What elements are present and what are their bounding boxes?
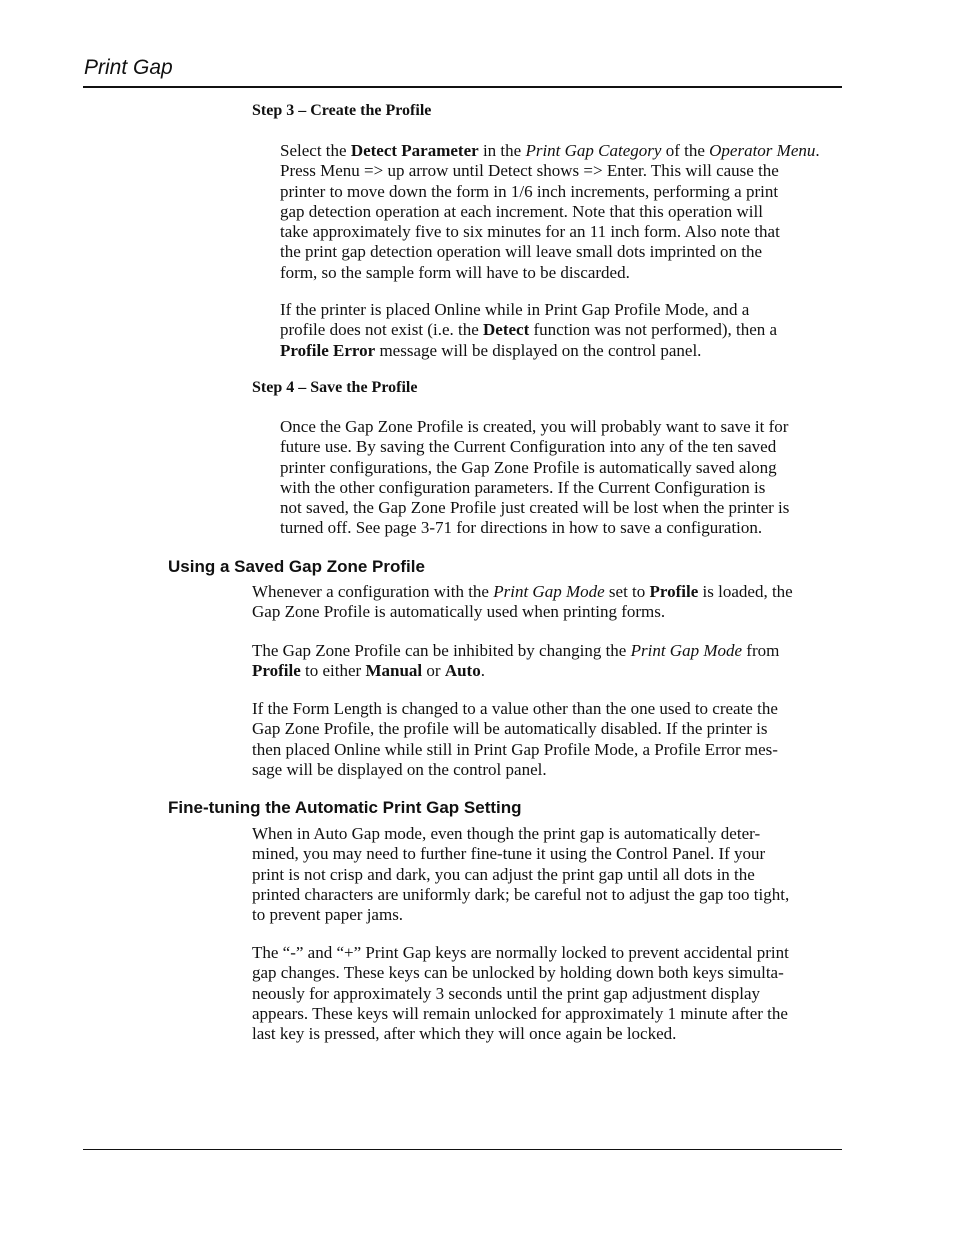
text: The Gap Zone Profile can be inhibited by changing the	[252, 641, 631, 660]
text-line: When in Auto Gap mode, even though the print gap is automatically deter-	[252, 824, 761, 843]
step-4-paragraph	[280, 417, 836, 539]
text-line: printed characters are uniformly dark; be careful not to adjust the gap too tight,	[252, 884, 790, 904]
text-line: If the Form Length is changed to a value other than the one used to create the	[252, 699, 778, 718]
text-line: future use. By saving the Current Configuration into any of the ten saved	[280, 437, 777, 457]
section-heading-fine-tuning: Fine-tuning the Automatic Print Gap Setting	[168, 798, 522, 817]
text-line	[280, 341, 836, 361]
text: Select the	[280, 141, 351, 160]
text-line: Gap Zone Profile is automatically used when printing forms.	[252, 602, 666, 622]
saved-profile-paragraph-2	[252, 641, 842, 682]
text: profile does not exist (i.e. the	[280, 320, 484, 340]
fine-tuning-paragraph-1	[252, 824, 842, 925]
text-line: to prevent paper jams.	[252, 905, 404, 925]
fine-tuning-paragraph-2	[252, 943, 842, 1044]
text: function was not performed), then a	[529, 320, 778, 340]
text-line: print is not crisp and dark, you can adjust the print gap until all dots in the	[252, 864, 755, 884]
text-line: the print gap detection operation will leave small dots imprinted on the	[280, 242, 763, 262]
text-line: gap detection operation at each increment. Note that this operation will	[280, 201, 763, 221]
text-line: printer configurations, the Gap Zone Profile is automatically saved along	[280, 457, 777, 477]
text-line: The “-” and “+” Print Gap keys are normally locked to prevent accidental print	[252, 943, 789, 962]
text-line	[252, 661, 842, 681]
text: .	[480, 661, 485, 681]
step-3-heading: Step 3 – Create the Profile	[252, 102, 432, 119]
print-gap-mode-term: Print Gap Mode	[630, 641, 743, 660]
text: set to	[604, 582, 650, 601]
text: .	[815, 141, 820, 160]
detect-term: Detect	[483, 320, 530, 340]
text: is loaded, the	[698, 582, 793, 601]
step-4-heading: Step 4 – Save the Profile	[252, 379, 418, 396]
saved-profile-paragraph-3	[252, 699, 842, 780]
profile-term: Profile	[649, 582, 699, 601]
text-line	[280, 320, 836, 340]
text-line	[252, 582, 842, 602]
text-line: with the other configuration parameters. If the Current Configuration is	[280, 477, 766, 497]
step-3-paragraph-1-line-1	[280, 141, 836, 161]
text-line: gap changes. These keys can be unlocked by holding down both keys simulta-	[252, 963, 784, 983]
text-line: form, so the sample form will have to be discarded.	[280, 262, 630, 282]
text-line: Once the Gap Zone Profile is created, you will probably want to save it for	[280, 417, 789, 436]
text-line: appears. These keys will remain unlocked for approximately 1 minute after the	[252, 1003, 788, 1023]
footer-rule	[83, 1149, 842, 1150]
profile-term: Profile	[252, 661, 301, 681]
detect-parameter-term: Detect Parameter	[350, 141, 479, 160]
page-header-title: Print Gap	[84, 56, 173, 79]
text-line: printer to move down the form in 1/6 inch increments, performing a print	[280, 181, 779, 201]
text: of the	[661, 141, 710, 160]
header-rule	[83, 86, 842, 88]
text: to either	[300, 661, 366, 681]
text: in the	[478, 141, 526, 160]
text-line: neously for approximately 3 seconds until the print gap adjustment display	[252, 983, 761, 1003]
text: from	[742, 641, 780, 660]
operator-menu-term: Operator Menu	[709, 141, 816, 160]
text-line: If the printer is placed Online while in Print Gap Profile Mode, and a	[280, 300, 750, 319]
saved-profile-paragraph-1	[252, 582, 842, 623]
text-line: mined, you may need to further fine-tune it using the Control Panel. If your	[252, 844, 766, 864]
print-gap-category-term: Print Gap Category	[525, 141, 662, 160]
text: message will be displayed on the control panel.	[375, 340, 702, 360]
text: or	[422, 661, 445, 681]
auto-term: Auto	[444, 661, 481, 681]
print-gap-mode-term: Print Gap Mode	[493, 582, 605, 601]
text-line: turned off. See page 3-71 for directions in how to save a configuration.	[280, 518, 763, 538]
text-line: not saved, the Gap Zone Profile just created will be lost when the printer is	[280, 498, 790, 518]
text-line: take approximately five to six minutes for an 11 inch form. Also note that	[280, 222, 780, 242]
text-line: Press Menu => up arrow until Detect shows => Enter. This will cause the	[280, 161, 779, 181]
text-line: sage will be displayed on the control panel.	[252, 759, 547, 779]
text: Whenever a configuration with the	[252, 582, 494, 601]
step-3-paragraph-1	[280, 141, 836, 283]
text-line: last key is pressed, after which they will once again be locked.	[252, 1024, 677, 1044]
profile-error-term: Profile Error	[280, 340, 376, 360]
text-line	[252, 641, 842, 661]
step-3-paragraph-2	[280, 300, 836, 361]
section-heading-saved-profile: Using a Saved Gap Zone Profile	[168, 557, 425, 576]
text-line: Gap Zone Profile, the profile will be automatically disabled. If the printer is	[252, 719, 768, 739]
manual-term: Manual	[365, 661, 423, 681]
text-line: then placed Online while still in Print Gap Profile Mode, a Profile Error mes-	[252, 739, 778, 759]
